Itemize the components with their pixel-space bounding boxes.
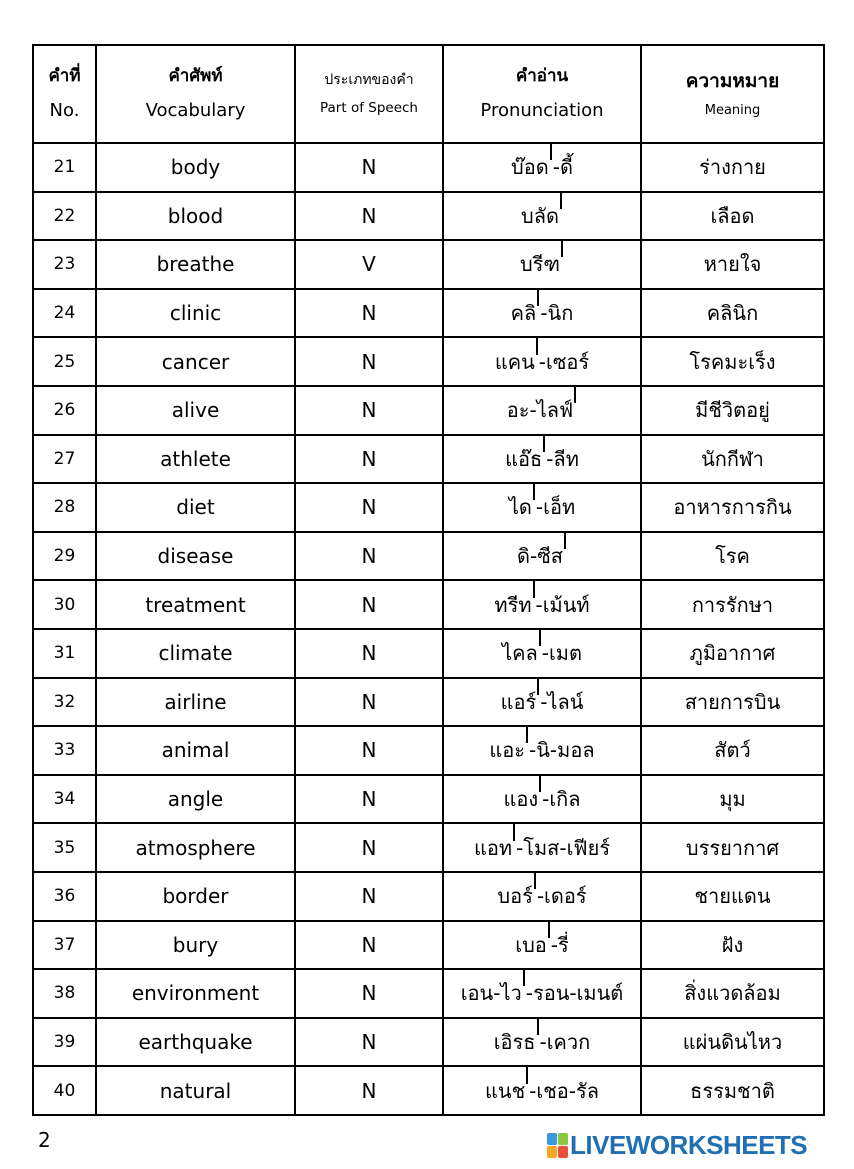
pronunciation-syllable: ไคล [502, 641, 538, 666]
meaning: มีชีวิตอยู่ [641, 386, 824, 435]
page-number: 2 [38, 1128, 51, 1152]
meaning: เลือด [641, 192, 824, 241]
meaning: มุม [641, 775, 824, 824]
row-number: 39 [33, 1018, 96, 1067]
pronunciation-syllable: -ไลน์ [540, 689, 584, 714]
part-of-speech: N [295, 969, 443, 1018]
vocabulary-word: blood [96, 192, 295, 241]
pronunciation [443, 483, 641, 532]
stress-mark [561, 240, 563, 257]
pronunciation-syllable: -เชอ-รัล [529, 1078, 599, 1103]
part-of-speech: N [295, 872, 443, 921]
stress-mark [537, 678, 539, 695]
stress-mark [537, 289, 539, 306]
part-of-speech: V [295, 240, 443, 289]
pronunciation [443, 143, 641, 192]
pronunciation [443, 775, 641, 824]
row-number: 30 [33, 580, 96, 629]
table-row [33, 775, 824, 824]
part-of-speech: N [295, 483, 443, 532]
part-of-speech: N [295, 289, 443, 338]
stress-mark [550, 143, 552, 160]
table-row [33, 1018, 824, 1067]
pronunciation-syllable: เอิรธ [493, 1029, 536, 1054]
meaning: หายใจ [641, 240, 824, 289]
pronunciation [443, 726, 641, 775]
row-number: 35 [33, 823, 96, 872]
stress-mark [539, 629, 541, 646]
table-row [33, 240, 824, 289]
stress-mark [560, 192, 562, 209]
part-of-speech: N [295, 435, 443, 484]
row-number: 34 [33, 775, 96, 824]
row-number: 22 [33, 192, 96, 241]
pronunciation-syllable: -เกิล [542, 787, 581, 812]
liveworksheets-logo [547, 1130, 807, 1160]
meaning: ฝัง [641, 921, 824, 970]
pronunciation-syllable: -ลีท [546, 446, 579, 471]
meaning: ภูมิอากาศ [641, 629, 824, 678]
meaning: สิ่งแวดล้อม [641, 969, 824, 1018]
header-pronunciation: คำอ่าน Pronunciation [443, 45, 641, 143]
logo-square [547, 1146, 557, 1158]
pronunciation-syllable: แอร์ [500, 689, 537, 714]
row-number: 24 [33, 289, 96, 338]
meaning: โรค [641, 532, 824, 581]
pronunciation [443, 580, 641, 629]
pronunciation-syllable: แนช [485, 1078, 526, 1103]
pronunciation [443, 337, 641, 386]
vocabulary-word: disease [96, 532, 295, 581]
row-number: 26 [33, 386, 96, 435]
table-row [33, 192, 824, 241]
part-of-speech: N [295, 143, 443, 192]
stress-mark [548, 921, 550, 938]
part-of-speech: N [295, 1018, 443, 1067]
header-no: คำที่ No. [33, 45, 96, 143]
table-row [33, 969, 824, 1018]
row-number: 36 [33, 872, 96, 921]
vocabulary-word: atmosphere [96, 823, 295, 872]
table-row [33, 483, 824, 532]
part-of-speech: N [295, 580, 443, 629]
pronunciation-syllable: -เซอร์ [538, 349, 590, 374]
table-row [33, 580, 824, 629]
meaning: บรรยากาศ [641, 823, 824, 872]
table-row [33, 872, 824, 921]
table-row [33, 289, 824, 338]
stress-mark [523, 969, 525, 986]
pronunciation [443, 823, 641, 872]
stress-mark [526, 1067, 528, 1084]
row-number: 37 [33, 921, 96, 970]
meaning: นักกีฬา [641, 435, 824, 484]
pronunciation [443, 678, 641, 727]
stress-mark [533, 483, 535, 500]
pronunciation [443, 192, 641, 241]
stress-mark [513, 824, 515, 841]
stress-mark [534, 872, 536, 889]
stress-mark [539, 775, 541, 792]
pronunciation [443, 629, 641, 678]
header-vocabulary: คำศัพท์ Vocabulary [96, 45, 295, 143]
pronunciation-syllable: เอน-ไว [460, 981, 522, 1006]
pronunciation [443, 1018, 641, 1067]
pronunciation [443, 532, 641, 581]
pronunciation-syllable: ได [508, 495, 532, 520]
meaning: ธรรมชาติ [641, 1066, 824, 1115]
part-of-speech: N [295, 192, 443, 241]
vocabulary-word: natural [96, 1066, 295, 1115]
stress-mark [537, 1018, 539, 1035]
liveworksheets-logo-text: LIVEWORKSHEETS [570, 1129, 808, 1160]
part-of-speech: N [295, 823, 443, 872]
row-number: 33 [33, 726, 96, 775]
pronunciation-syllable: -เม้นท์ [535, 592, 590, 617]
stress-mark [564, 532, 566, 549]
stress-mark [536, 338, 538, 355]
vocabulary-word: cancer [96, 337, 295, 386]
header-meaning: ความหมาย Meaning [641, 45, 824, 143]
table-header-row [33, 45, 824, 143]
pronunciation [443, 435, 641, 484]
pronunciation [443, 240, 641, 289]
part-of-speech: N [295, 921, 443, 970]
pronunciation-syllable: แอ๊ธ [505, 446, 543, 471]
row-number: 32 [33, 678, 96, 727]
vocabulary-word: airline [96, 678, 295, 727]
table-row [33, 386, 824, 435]
pronunciation-syllable: บอร์ [497, 884, 533, 909]
pronunciation-syllable: แอง [503, 787, 539, 812]
row-number: 40 [33, 1066, 96, 1115]
vocabulary-word: environment [96, 969, 295, 1018]
pronunciation-syllable: -เดอร์ [536, 884, 587, 909]
pronunciation [443, 289, 641, 338]
vocabulary-table [32, 44, 825, 1116]
pronunciation-syllable: -นิก [540, 301, 574, 326]
part-of-speech: N [295, 629, 443, 678]
part-of-speech: N [295, 337, 443, 386]
table-row [33, 823, 824, 872]
pronunciation-syllable: -ดี้ [552, 155, 573, 180]
liveworksheets-logo-icon [547, 1133, 567, 1157]
row-number: 23 [33, 240, 96, 289]
pronunciation-syllable: บลัด [521, 203, 559, 228]
table-row [33, 337, 824, 386]
row-number: 21 [33, 143, 96, 192]
vocabulary-word: earthquake [96, 1018, 295, 1067]
stress-mark [543, 435, 545, 452]
vocabulary-word: diet [96, 483, 295, 532]
pronunciation-syllable: แคน [494, 349, 535, 374]
meaning: แผ่นดินไหว [641, 1018, 824, 1067]
pronunciation-syllable: แอท [473, 835, 513, 860]
meaning: ชายแดน [641, 872, 824, 921]
row-number: 28 [33, 483, 96, 532]
table-row [33, 921, 824, 970]
part-of-speech: N [295, 386, 443, 435]
table-row [33, 435, 824, 484]
meaning: โรคมะเร็ง [641, 337, 824, 386]
logo-square [558, 1133, 568, 1145]
stress-mark [533, 581, 535, 598]
row-number: 29 [33, 532, 96, 581]
table-row [33, 678, 824, 727]
pronunciation-syllable: -เควก [539, 1029, 591, 1054]
part-of-speech: N [295, 1066, 443, 1115]
vocabulary-word: body [96, 143, 295, 192]
meaning: การรักษา [641, 580, 824, 629]
vocabulary-word: animal [96, 726, 295, 775]
pronunciation-syllable: แอะ [489, 738, 526, 763]
pronunciation-syllable: คลิ [510, 301, 537, 326]
pronunciation-syllable: อะ-ไลฟ์ [506, 398, 574, 423]
pronunciation-syllable: เบอ [515, 932, 547, 957]
meaning: ร่างกาย [641, 143, 824, 192]
vocabulary-word: alive [96, 386, 295, 435]
table-row [33, 629, 824, 678]
pronunciation [443, 386, 641, 435]
part-of-speech: N [295, 532, 443, 581]
meaning: สัตว์ [641, 726, 824, 775]
vocabulary-word: treatment [96, 580, 295, 629]
vocabulary-word: athlete [96, 435, 295, 484]
vocabulary-word: border [96, 872, 295, 921]
meaning: อาหารการกิน [641, 483, 824, 532]
pronunciation-syllable: ทรีท [494, 592, 532, 617]
pronunciation [443, 872, 641, 921]
pronunciation-syllable: -เอ็ท [535, 495, 576, 520]
part-of-speech: N [295, 726, 443, 775]
pronunciation [443, 1066, 641, 1115]
pronunciation-syllable: -รอน-เมนต์ [525, 981, 624, 1006]
row-number: 25 [33, 337, 96, 386]
vocabulary-word: angle [96, 775, 295, 824]
vocabulary-word: climate [96, 629, 295, 678]
pronunciation-syllable: บ๊อด [511, 155, 549, 180]
pronunciation [443, 969, 641, 1018]
row-number: 38 [33, 969, 96, 1018]
pronunciation-syllable: -โมส-เฟียร์ [516, 835, 611, 860]
table-row [33, 532, 824, 581]
logo-square [558, 1146, 568, 1158]
meaning: คลินิก [641, 289, 824, 338]
pronunciation [443, 921, 641, 970]
stress-mark [526, 726, 528, 743]
row-number: 31 [33, 629, 96, 678]
table-row [33, 143, 824, 192]
part-of-speech: N [295, 775, 443, 824]
pronunciation-syllable: ดิ-ซีส [517, 544, 563, 569]
pronunciation-syllable: บรีฑ [519, 252, 561, 277]
vocabulary-word: clinic [96, 289, 295, 338]
vocabulary-word: breathe [96, 240, 295, 289]
pronunciation-syllable: -นิ-มอล [529, 738, 595, 763]
header-part-of-speech: ประเภทของคำ Part of Speech [295, 45, 443, 143]
meaning: สายการบิน [641, 678, 824, 727]
row-number: 27 [33, 435, 96, 484]
vocabulary-word: bury [96, 921, 295, 970]
part-of-speech: N [295, 678, 443, 727]
table-row [33, 1066, 824, 1115]
stress-mark [574, 386, 576, 403]
table-row [33, 726, 824, 775]
pronunciation-syllable: -เมต [541, 641, 582, 666]
logo-square [547, 1133, 557, 1145]
pronunciation-syllable: -รี่ [550, 932, 569, 957]
